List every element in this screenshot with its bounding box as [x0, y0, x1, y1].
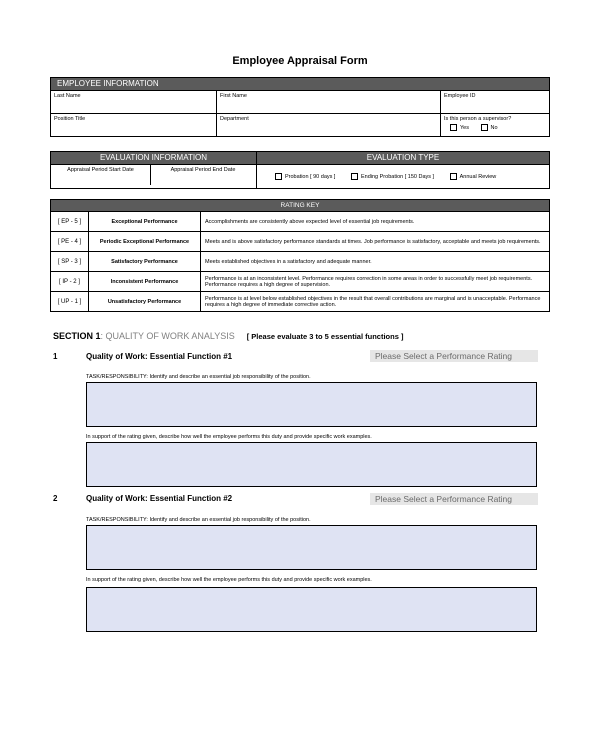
evaluation-table	[50, 151, 550, 189]
rating-key-header: RATING KEY	[51, 200, 550, 212]
last-name-label: Last Name	[54, 93, 81, 99]
rating-description: Meets established objectives in a satisfactory and adequate manner.	[201, 252, 550, 272]
probation-checkbox[interactable]	[275, 173, 282, 180]
rating-name: Unsatisfactory Performance	[89, 292, 201, 312]
function-number: 1	[53, 352, 58, 361]
rating-row	[51, 292, 550, 312]
evaluation-type-cell	[257, 165, 550, 189]
rating-code: [ EP - 5 ]	[51, 212, 89, 232]
employee-info-table	[50, 77, 550, 137]
rating-name: Inconsistent Performance	[89, 272, 201, 292]
task-textarea[interactable]	[86, 525, 537, 570]
function-title: Quality of Work: Essential Function #2	[86, 494, 233, 503]
employee-id-field[interactable]	[441, 91, 550, 114]
no-label: No	[490, 124, 498, 131]
appraisal-period-cell	[51, 165, 257, 189]
period-end-label: Appraisal Period End Date	[170, 167, 236, 173]
function-number: 2	[53, 494, 58, 503]
performance-rating-select[interactable]: Please Select a Performance Rating	[370, 493, 538, 505]
rating-description: Accomplishments are consistently above expected level of essential job requirements.	[201, 212, 550, 232]
first-name-field[interactable]	[217, 91, 441, 114]
last-name-field[interactable]	[51, 91, 217, 114]
rating-row	[51, 272, 550, 292]
employee-info-header: EMPLOYEE INFORMATION	[51, 78, 550, 91]
support-label: In support of the rating given, describe how well the employee performs this duty and provide specific work examples.	[86, 577, 372, 583]
task-label: TASK/RESPONSIBILITY: Identify and describe an essential job responsibility of the position.	[86, 517, 311, 523]
probation-label: Probation [ 90 days ]	[285, 173, 336, 180]
rating-row	[51, 212, 550, 232]
department-label: Department	[220, 116, 249, 122]
position-title-field[interactable]	[51, 114, 217, 137]
section-title: : QUALITY OF WORK ANALYSIS	[100, 331, 235, 341]
evaluation-type-header: EVALUATION TYPE	[257, 152, 550, 165]
ending-probation-checkbox[interactable]	[351, 173, 358, 180]
evaluation-info-header: EVALUATION INFORMATION	[51, 152, 257, 165]
department-field[interactable]	[217, 114, 441, 137]
performance-rating-select[interactable]: Please Select a Performance Rating	[370, 350, 538, 362]
rating-description: Performance is at an inconsistent level. Performance requires correction in some areas in order to successfully meet job requirements. Performance requires a high degree of supervision.	[201, 272, 550, 292]
rating-row	[51, 252, 550, 272]
rating-description: Performance is at level below established objectives in the result that overall contributions are marginal and is unacceptable. Performance requires a high degree of immediate corrective action.	[201, 292, 550, 312]
support-textarea[interactable]	[86, 442, 537, 487]
rating-code: [ SP - 3 ]	[51, 252, 89, 272]
annual-review-label: Annual Review	[459, 173, 497, 180]
section-label: SECTION 1	[53, 331, 101, 341]
supervisor-question: Is this person a supervisor?	[444, 116, 512, 122]
period-start-field[interactable]	[51, 165, 151, 185]
no-checkbox[interactable]	[481, 124, 488, 131]
period-start-label: Appraisal Period Start Date	[67, 167, 134, 173]
annual-review-checkbox[interactable]	[450, 173, 457, 180]
position-title-label: Position Title	[54, 116, 86, 122]
task-label: TASK/RESPONSIBILITY: Identify and describe an essential job responsibility of the position.	[86, 374, 311, 380]
form-title: Employee Appraisal Form	[232, 55, 368, 67]
yes-label: Yes	[460, 124, 469, 131]
employee-id-label: Employee ID	[444, 93, 476, 99]
rating-code: [ PE - 4 ]	[51, 232, 89, 252]
supervisor-field	[441, 114, 550, 137]
task-textarea[interactable]	[86, 382, 537, 427]
rating-row	[51, 232, 550, 252]
rating-name: Exceptional Performance	[89, 212, 201, 232]
section-instruction: [ Please evaluate 3 to 5 essential functions ]	[246, 332, 404, 341]
first-name-label: First Name	[220, 93, 247, 99]
function-title: Quality of Work: Essential Function #1	[86, 352, 233, 361]
rating-code: [ UP - 1 ]	[51, 292, 89, 312]
rating-key-table	[50, 199, 550, 312]
rating-name: Satisfactory Performance	[89, 252, 201, 272]
ending-probation-label: Ending Probation [ 150 Days ]	[360, 173, 435, 180]
support-label: In support of the rating given, describe how well the employee performs this duty and provide specific work examples.	[86, 434, 372, 440]
section-heading	[53, 331, 403, 341]
period-end-field[interactable]	[151, 165, 255, 185]
support-textarea[interactable]	[86, 587, 537, 632]
rating-name: Periodic Exceptional Performance	[89, 232, 201, 252]
yes-checkbox[interactable]	[450, 124, 457, 131]
rating-code: [ IP - 2 ]	[51, 272, 89, 292]
rating-description: Meets and is above satisfactory performance standards at times. Job performance is satisfactory, acceptable and meets job requirements.	[201, 232, 550, 252]
